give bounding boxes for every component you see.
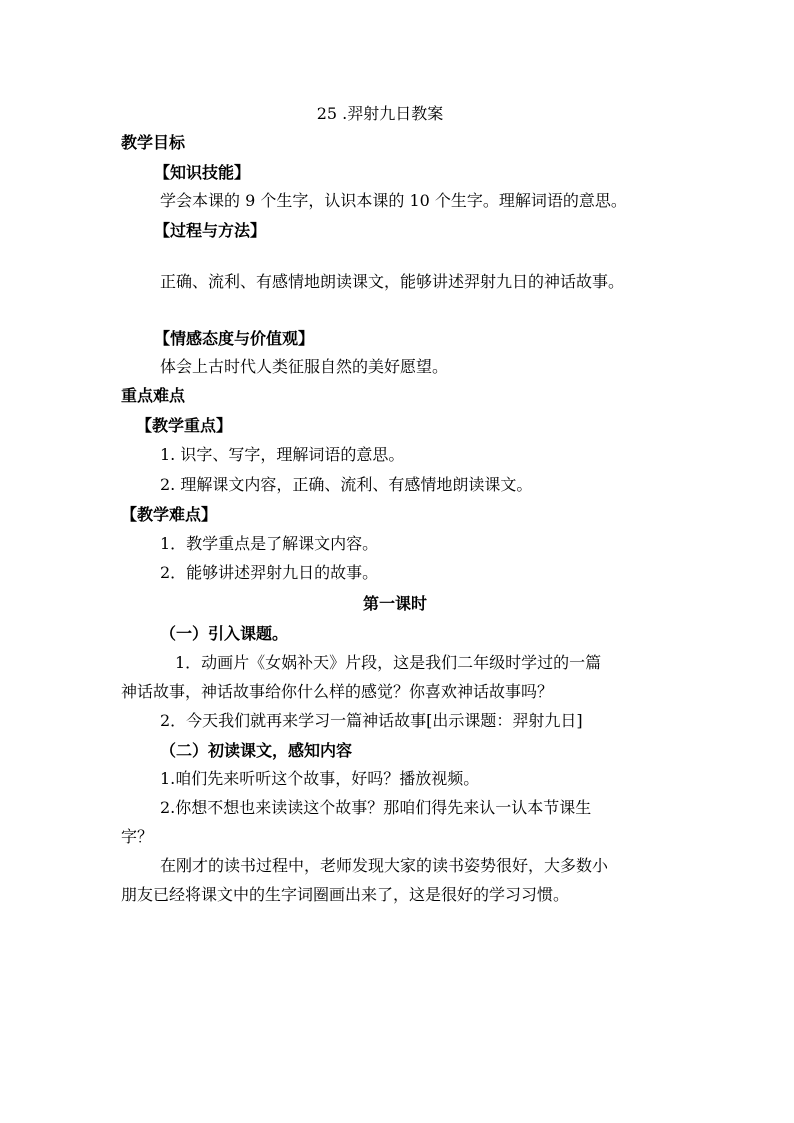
section-heading-key: 重点难点 <box>121 386 186 405</box>
part2-item-2-line-2: 字？ <box>121 827 154 846</box>
part2-heading: （二）初读课文，感知内容 <box>160 741 353 760</box>
key-heading: 【教学重点】 <box>136 416 233 435</box>
difficult-heading: 【教学难点】 <box>121 505 218 524</box>
process-text: 正确、流利、有感情地朗读课文，能够讲述羿射九日的神话故事。 <box>160 272 625 291</box>
process-heading: 【过程与方法】 <box>154 221 267 240</box>
part2-item-2-line-1: 2.你想不想也来读读这个故事？那咱们得先来认一认本节课生 <box>160 798 592 817</box>
part1-item-1-line-2: 神话故事，神话故事给你什么样的感觉？你喜欢神话故事吗？ <box>121 682 554 701</box>
key-item-2: 2. 理解课文内容，正确、流利、有感情地朗读课文。 <box>160 475 533 494</box>
part1-item-1-line-1: 1．动画片《女娲补天》片段，这是我们二年级时学过的一篇 <box>175 653 602 672</box>
key-item-1: 1. 识字、写字，理解词语的意思。 <box>160 445 405 464</box>
difficult-item-1: 1．教学重点是了解课文内容。 <box>160 534 379 553</box>
page-title: 25 .羿射九日教案 <box>316 104 444 123</box>
part2-item-1: 1.咱们先来听听这个故事，好吗？播放视频。 <box>160 769 480 788</box>
part1-heading: （一）引入课题。 <box>160 624 289 643</box>
emotion-text: 体会上古时代人类征服自然的美好愿望。 <box>160 357 449 376</box>
lesson-heading: 第一课时 <box>362 594 427 613</box>
part2-paragraph-line-1: 在刚才的读书过程中，老师发现大家的读书姿势很好，大多数小 <box>160 856 609 875</box>
difficult-item-2: 2．能够讲述羿射九日的故事。 <box>160 563 379 582</box>
part1-item-2: 2．今天我们就再来学习一篇神话故事[出示课题：羿射九日] <box>160 711 583 730</box>
knowledge-heading: 【知识技能】 <box>154 163 251 182</box>
knowledge-text: 学会本课的 9 个生字，认识本课的 10 个生字。理解词语的意思。 <box>160 191 627 210</box>
part2-paragraph-line-2: 朋友已经将课文中的生字词圈画出来了，这是很好的学习习惯。 <box>121 885 570 904</box>
emotion-heading: 【情感态度与价值观】 <box>154 329 315 348</box>
section-heading-goals: 教学目标 <box>121 133 186 152</box>
